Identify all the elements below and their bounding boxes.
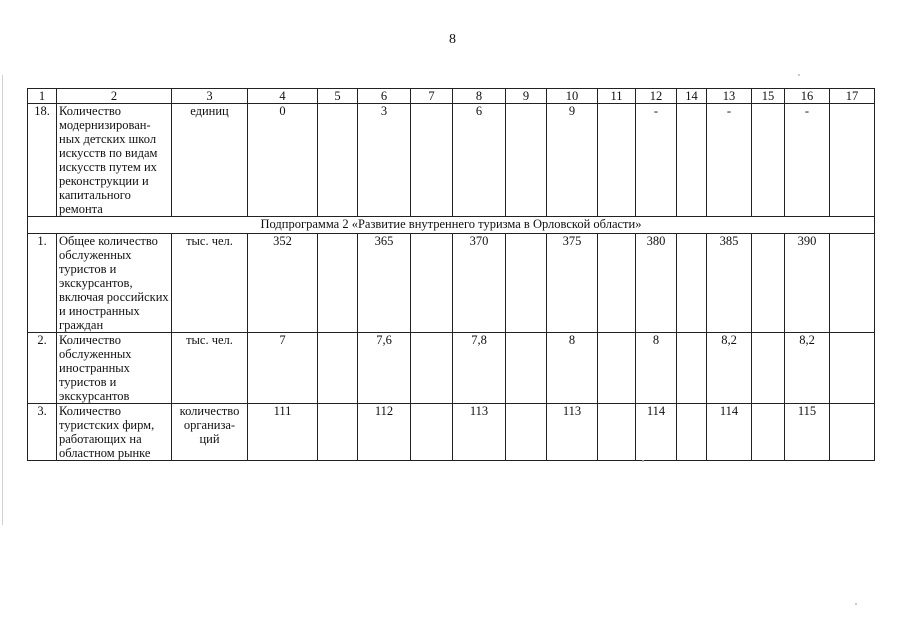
- column-number: 14: [677, 89, 707, 104]
- value-cell: 9: [547, 104, 598, 217]
- value-cell: -: [707, 104, 752, 217]
- value-cell: [506, 234, 547, 333]
- column-number: 7: [411, 89, 453, 104]
- unit-cell: единиц: [172, 104, 248, 217]
- column-number: 9: [506, 89, 547, 104]
- value-cell: [830, 333, 875, 404]
- value-cell: 113: [453, 404, 506, 461]
- value-cell: [677, 333, 707, 404]
- indicator-name: Количество модернизирован-ных детских школ искусств по видам искусств путем их реконструкции и капитального ремонта: [57, 104, 172, 217]
- column-number: 6: [358, 89, 411, 104]
- value-cell: [598, 234, 636, 333]
- value-cell: [411, 104, 453, 217]
- value-cell: 115: [785, 404, 830, 461]
- value-cell: 8: [636, 333, 677, 404]
- value-cell: [752, 234, 785, 333]
- value-cell: [318, 404, 358, 461]
- row-number: 1.: [28, 234, 57, 333]
- value-cell: 370: [453, 234, 506, 333]
- value-cell: [506, 104, 547, 217]
- table-row: [28, 333, 875, 404]
- value-cell: 0: [248, 104, 318, 217]
- value-cell: [598, 104, 636, 217]
- value-cell: [411, 404, 453, 461]
- value-cell: [318, 234, 358, 333]
- value-cell: [677, 104, 707, 217]
- value-cell: [506, 404, 547, 461]
- value-cell: [830, 104, 875, 217]
- table-row: [28, 404, 875, 461]
- scan-edge: [2, 75, 3, 525]
- value-cell: [411, 234, 453, 333]
- column-number-row: [28, 89, 875, 104]
- value-cell: 112: [358, 404, 411, 461]
- section-title: Подпрограмма 2 «Развитие внутреннего туризма в Орловской области»: [28, 217, 875, 234]
- value-cell: [752, 104, 785, 217]
- column-number: 17: [830, 89, 875, 104]
- column-number: 11: [598, 89, 636, 104]
- value-cell: -: [636, 104, 677, 217]
- column-number: 1: [28, 89, 57, 104]
- column-number: 8: [453, 89, 506, 104]
- value-cell: 365: [358, 234, 411, 333]
- unit-cell: тыс. чел.: [172, 333, 248, 404]
- indicators-table: [27, 88, 875, 461]
- value-cell: [752, 333, 785, 404]
- value-cell: [830, 404, 875, 461]
- column-number: 12: [636, 89, 677, 104]
- value-cell: [677, 404, 707, 461]
- column-number: 16: [785, 89, 830, 104]
- value-cell: [506, 333, 547, 404]
- table-row: [28, 234, 875, 333]
- value-cell: 6: [453, 104, 506, 217]
- column-number: 5: [318, 89, 358, 104]
- value-cell: [677, 234, 707, 333]
- value-cell: 7: [248, 333, 318, 404]
- value-cell: 114: [636, 404, 677, 461]
- value-cell: 114: [707, 404, 752, 461]
- indicator-name: Количество туристских фирм, работающих на областном рынке: [57, 404, 172, 461]
- column-number: 2: [57, 89, 172, 104]
- value-cell: [411, 333, 453, 404]
- value-cell: 375: [547, 234, 598, 333]
- value-cell: 8,2: [785, 333, 830, 404]
- value-cell: [318, 333, 358, 404]
- value-cell: 8: [547, 333, 598, 404]
- value-cell: 111: [248, 404, 318, 461]
- value-cell: 380: [636, 234, 677, 333]
- value-cell: 113: [547, 404, 598, 461]
- unit-cell: количество организа-ций: [172, 404, 248, 461]
- value-cell: [830, 234, 875, 333]
- value-cell: 385: [707, 234, 752, 333]
- value-cell: [598, 404, 636, 461]
- section-row: [28, 217, 875, 234]
- scan-speck: [642, 460, 644, 462]
- indicator-name: Общее количество обслуженных туристов и экскурсантов, включая российских и иностранных граждан: [57, 234, 172, 333]
- value-cell: 7,8: [453, 333, 506, 404]
- column-number: 13: [707, 89, 752, 104]
- value-cell: 352: [248, 234, 318, 333]
- row-number: 18.: [28, 104, 57, 217]
- row-number: 3.: [28, 404, 57, 461]
- column-number: 3: [172, 89, 248, 104]
- scan-speck: [798, 74, 800, 76]
- table-row: [28, 104, 875, 217]
- value-cell: [752, 404, 785, 461]
- value-cell: 3: [358, 104, 411, 217]
- value-cell: [318, 104, 358, 217]
- value-cell: -: [785, 104, 830, 217]
- row-number: 2.: [28, 333, 57, 404]
- page-number: 8: [449, 32, 456, 47]
- unit-cell: тыс. чел.: [172, 234, 248, 333]
- value-cell: [598, 333, 636, 404]
- indicator-name: Количество обслуженных иностранных туристов и экскурсантов: [57, 333, 172, 404]
- value-cell: 390: [785, 234, 830, 333]
- column-number: 4: [248, 89, 318, 104]
- column-number: 10: [547, 89, 598, 104]
- value-cell: 7,6: [358, 333, 411, 404]
- column-number: 15: [752, 89, 785, 104]
- scan-speck: [855, 603, 857, 605]
- value-cell: 8,2: [707, 333, 752, 404]
